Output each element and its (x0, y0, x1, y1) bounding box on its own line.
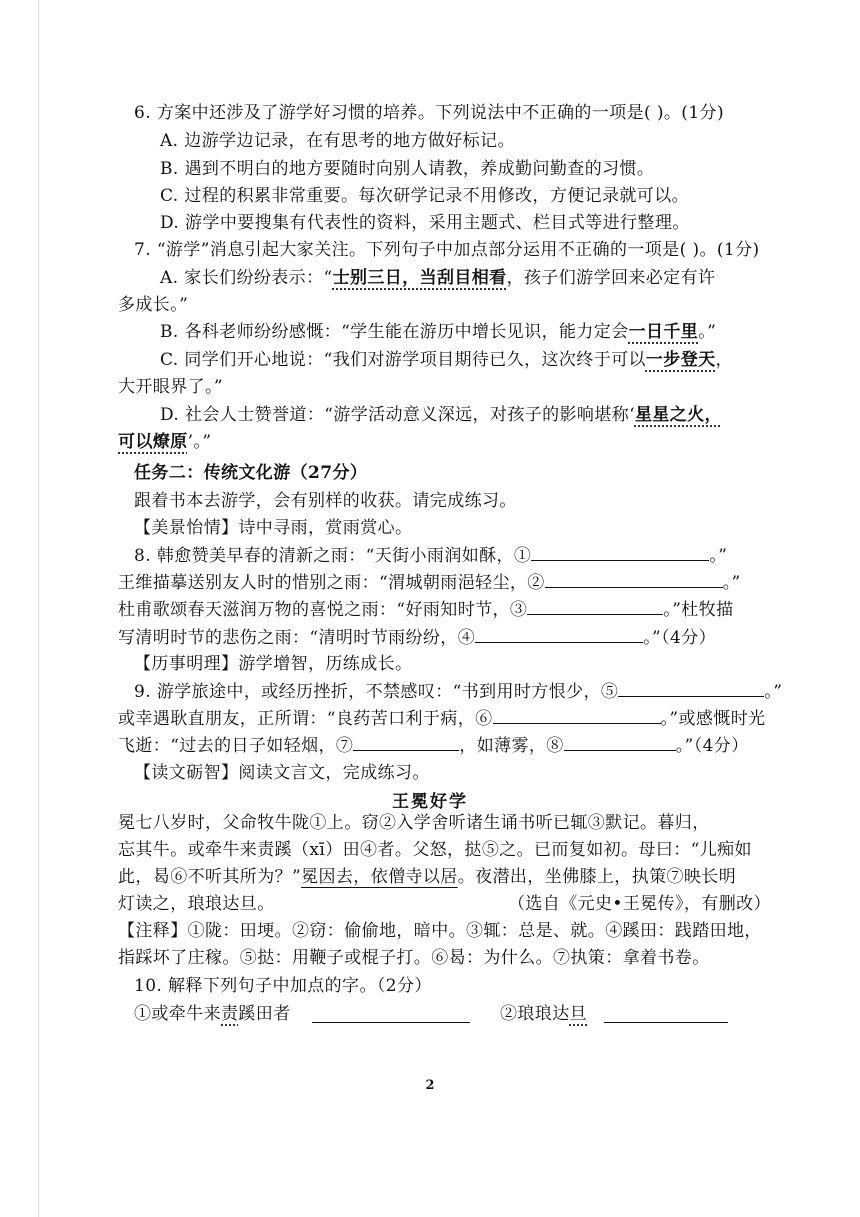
q9-blank-8[interactable] (564, 734, 676, 751)
q8-line-1 (134, 544, 727, 568)
q8-text-4: 写清明时节的悲伤之雨：“清明时节雨纷纷，④ (118, 628, 476, 648)
q9-text-2: 或幸遇耿直朋友，正所谓：“良药苦口利于病，⑥ (118, 709, 493, 729)
q10-item-1-text-b: 蹊田者 (238, 1004, 291, 1024)
q8-text-3: 杜甫歌颂春天滋润万物的喜悦之雨：“好雨知时节，③ (118, 600, 528, 620)
q6-option-b: B. 遇到不明白的地方要随时向别人请教，养成勤问勤查的习惯。 (160, 159, 655, 179)
passage-text-3a: 此，曷⑥不听其所为？” (118, 867, 302, 887)
passage-line-1: 冕七八岁时，父命牧牛陇①上。窃②入学舍听诸生诵书听已辄③默记。暮归， (118, 813, 710, 833)
q7-b-dotted-idiom: 一日千里 (628, 322, 699, 342)
q7-c-continuation: 大开眼界了。” (118, 377, 223, 397)
q9-blank-6[interactable] (493, 707, 661, 724)
section-reading: 【读文砺智】阅读文言文，完成练习。 (134, 763, 430, 783)
q8-text-3-end: 。”杜牧描 (663, 600, 734, 620)
q6-option-a: A. 边游学边记录，在有思考的地方做好标记。 (160, 131, 515, 151)
passage-text-3b: 。夜潜出，坐佛膝上，执策⑦映长明 (457, 867, 737, 887)
q7-d-text-2: ’。” (187, 432, 212, 452)
passage-line-2: 忘其牛。或牵牛来责蹊（xī）田④者。父怒，挞⑤之。已而复如初。母曰：“儿痴如 (118, 840, 752, 860)
q10-item-2 (500, 1002, 587, 1026)
q7-c-dotted-idiom: 一步登天 (645, 350, 716, 370)
q10-blank-2[interactable] (604, 1006, 728, 1023)
q8-text-2-end: 。” (722, 573, 741, 593)
q8-blank-4[interactable] (475, 626, 643, 643)
q8-text-1-end: 。” (709, 546, 728, 566)
notes-line-2: 指踩坏了庄稼。⑤挞：用鞭子或棍子打。⑥曷：为什么。⑦执策：拿着书卷。 (118, 948, 710, 968)
q9-line-1 (134, 680, 782, 704)
q9-text-3-end: 。”（4分） (675, 736, 749, 756)
task2-heading: 任务二：传统文化游（27分） (134, 463, 368, 483)
notes-line-1: 【注释】①陇：田埂。②窃：偷偷地，暗中。③辄：总是、就。④蹊田：践踏田地， (118, 921, 762, 941)
q10-stem: 10. 解释下列句子中加点的字。（2分） (134, 976, 432, 996)
q9-text-3-mid: ，如薄雾，⑧ (459, 736, 564, 756)
q8-text-2: 王维描摹送别友人时的惜别之雨：“渭城朝雨浥轻尘，② (118, 573, 545, 593)
passage-source: （选自《元史•王冕传》，有删改） (508, 894, 771, 914)
q9-blank-7[interactable] (353, 734, 459, 751)
q8-line-2 (118, 571, 741, 595)
q8-line-3 (118, 598, 734, 622)
q7-d-text-1: D. 社会人士赞誉道：“游学活动意义深远，对孩子的影响堪称‘ (160, 405, 635, 425)
page-number: 2 (425, 1078, 435, 1093)
q9-line-2 (118, 707, 766, 731)
q9-text-2-end: 。”或感慨时光 (660, 709, 766, 729)
q10-dotted-char-1: 责 (221, 1004, 239, 1024)
q7-option-a (160, 266, 715, 290)
q9-text-1: 9. 游学旅途中，或经历挫折，不禁感叹：“书到用时方恨少，⑤ (134, 682, 619, 702)
q10-item-1 (134, 1002, 291, 1026)
q10-blank-1[interactable] (312, 1006, 470, 1023)
q8-blank-3[interactable] (527, 598, 663, 615)
scan-edge-line (38, 0, 39, 1217)
q7-c-text-2: ， (715, 350, 733, 370)
q8-text-1: 8. 韩愈赞美早春的清新之雨：“天街小雨润如酥，① (134, 546, 532, 566)
q7-a-continuation: 多成长。” (118, 295, 189, 315)
q7-d-dotted-idiom-1: 星星之火， (634, 405, 722, 425)
q6-option-d: D. 游学中要搜集有代表性的资料，采用主题式、栏目式等进行整理。 (160, 213, 690, 233)
q10-item-2-text-a: ②琅琅达 (500, 1004, 570, 1024)
passage-underlined-sentence: 冕因去，依僧寺以居 (301, 867, 458, 887)
q8-line-4 (118, 626, 716, 650)
q7-a-text-2: ，孩子们游学回来必定有许 (506, 268, 716, 288)
task2-intro: 跟着书本去游学，会有别样的收获。请完成练习。 (134, 491, 517, 511)
q6-option-c: C. 过程的积累非常重要。每次研学记录不用修改，方便记录就可以。 (160, 186, 690, 206)
q8-blank-1[interactable] (531, 544, 709, 561)
q7-stem: 7. “游学”消息引起大家关注。下列句子中加点部分运用不正确的一项是( )。(1分) (134, 240, 760, 260)
section-scenery: 【美景怡情】诗中寻雨，赏雨赏心。 (134, 518, 413, 538)
q9-text-1-end: 。” (764, 682, 783, 702)
q7-option-c (160, 348, 733, 372)
q9-blank-5[interactable] (618, 680, 764, 697)
q7-a-text-1: A. 家长们纷纷表示：“ (160, 268, 333, 288)
q7-option-d (160, 403, 722, 427)
q7-c-text-1: C. 同学们开心地说：“我们对游学项目期待已久，这次终于可以 (160, 350, 646, 370)
q8-text-4-end: 。”（4分） (643, 628, 717, 648)
section-experience: 【历事明理】游学增智，历练成长。 (134, 654, 413, 674)
q7-b-text-2: 。” (698, 322, 717, 342)
q6-stem: 6. 方案中还涉及了游学好习惯的培养。下列说法中不正确的一项是( )。(1分) (134, 103, 724, 123)
q10-dotted-char-2: 旦 (569, 1004, 588, 1024)
q7-b-text-1: B. 各科老师纷纷感慨：“学生能在游历中增长见识，能力定会 (160, 322, 629, 342)
q10-item-1-text-a: ①或牵牛来 (134, 1004, 221, 1024)
q8-blank-2[interactable] (545, 571, 723, 588)
passage-line-4: 灯读之，琅琅达旦。 (118, 894, 275, 914)
q9-text-3: 飞逝：“过去的日子如轻烟，⑦ (118, 736, 354, 756)
q7-a-dotted-idiom: 士别三日，当刮目相看 (332, 268, 507, 288)
passage-title: 王冕好学 (392, 792, 468, 812)
q9-line-3 (118, 734, 749, 758)
q7-option-b (160, 320, 716, 344)
q7-d-continuation (118, 430, 211, 454)
q7-d-dotted-idiom-2: 可以燎原 (118, 432, 188, 452)
passage-line-3 (118, 865, 736, 889)
